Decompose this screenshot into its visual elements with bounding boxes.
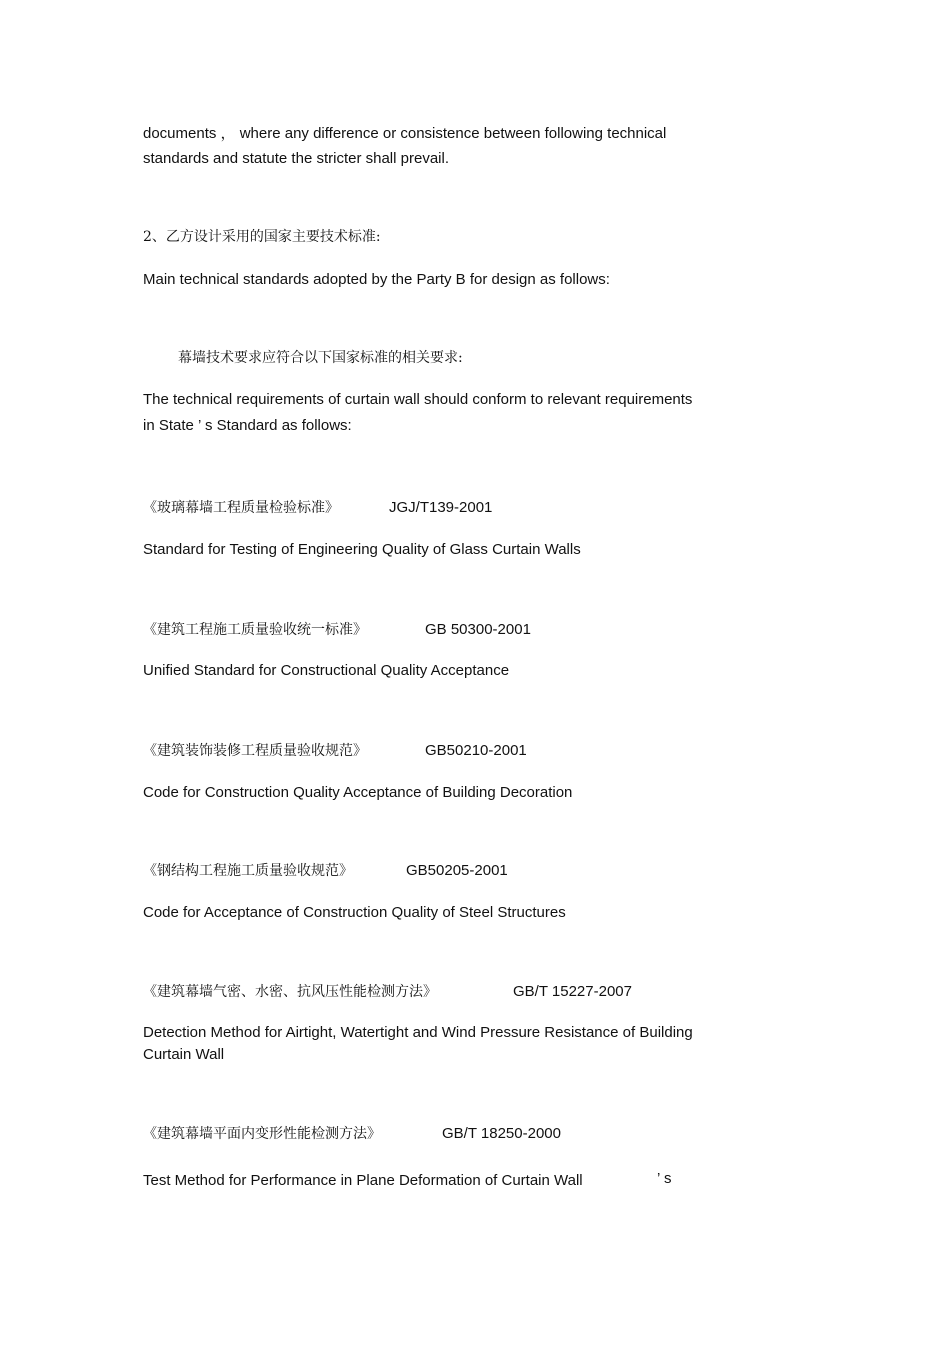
standard-title-en: Code for Construction Quality Acceptance of Building Decoration	[143, 784, 573, 801]
standard-title-zh: 《钢结构工程施工质量验收规范》	[143, 863, 353, 879]
standard-title-zh: 《建筑工程施工质量验收统一标准》	[143, 622, 367, 638]
intro-line-1: documents ， where any difference or consistence between following technical	[143, 125, 667, 142]
intro-line-2: standards and statute the stricter shall prevail.	[143, 150, 449, 167]
standard-title-en-line-2: Curtain Wall	[143, 1046, 225, 1063]
standard-code: GB50205-2001	[406, 862, 508, 879]
standard-title-zh: 《玻璃幕墙工程质量检验标准》	[143, 500, 339, 516]
standard-code: GB 50300-2001	[425, 621, 531, 638]
standard-title-zh: 《建筑幕墙平面内变形性能检测方法》	[143, 1126, 381, 1142]
section-2-heading-en: Main technical standards adopted by the Party B for design as follows:	[143, 271, 610, 288]
standard-item-3	[143, 740, 527, 762]
standard-title-zh: 《建筑幕墙气密、水密、抗风压性能检测方法》	[143, 984, 437, 1000]
standard-item-5	[143, 981, 632, 1003]
standard-code: GB50210-2001	[425, 742, 527, 759]
curtain-wall-heading-en-line-2: in State ’ s Standard as follows:	[143, 417, 352, 434]
standard-title-en: Unified Standard for Constructional Quality Acceptance	[143, 662, 510, 679]
standard-title-en-suffix: ’ s	[657, 1170, 672, 1187]
standard-item-2	[143, 619, 531, 641]
standard-title-en: Code for Acceptance of Construction Quality of Steel Structures	[143, 904, 566, 921]
standard-code: GB/T 18250-2000	[442, 1125, 561, 1142]
standard-title-en-row	[143, 1168, 672, 1190]
standard-title-en: Test Method for Performance in Plane Deformation of Curtain Wall	[143, 1172, 583, 1189]
standard-title-en: Standard for Testing of Engineering Quality of Glass Curtain Walls	[143, 541, 581, 558]
standard-item-4	[143, 860, 508, 882]
standard-item-1	[143, 497, 493, 519]
standard-title-zh: 《建筑装饰装修工程质量验收规范》	[143, 743, 367, 759]
standard-code: JGJ/T139-2001	[389, 499, 493, 516]
standard-title-en-line-1: Detection Method for Airtight, Watertight and Wind Pressure Resistance of Building	[143, 1024, 693, 1041]
section-2-heading-zh: 2、乙方设计采用的国家主要技术标准:	[143, 229, 381, 245]
standard-item-6	[143, 1123, 561, 1145]
curtain-wall-heading-zh: 幕墙技术要求应符合以下国家标准的相关要求:	[178, 350, 463, 366]
standard-code: GB/T 15227-2007	[513, 983, 632, 1000]
curtain-wall-heading-en-line-1: The technical requirements of curtain wall should conform to relevant requirements	[143, 391, 693, 408]
